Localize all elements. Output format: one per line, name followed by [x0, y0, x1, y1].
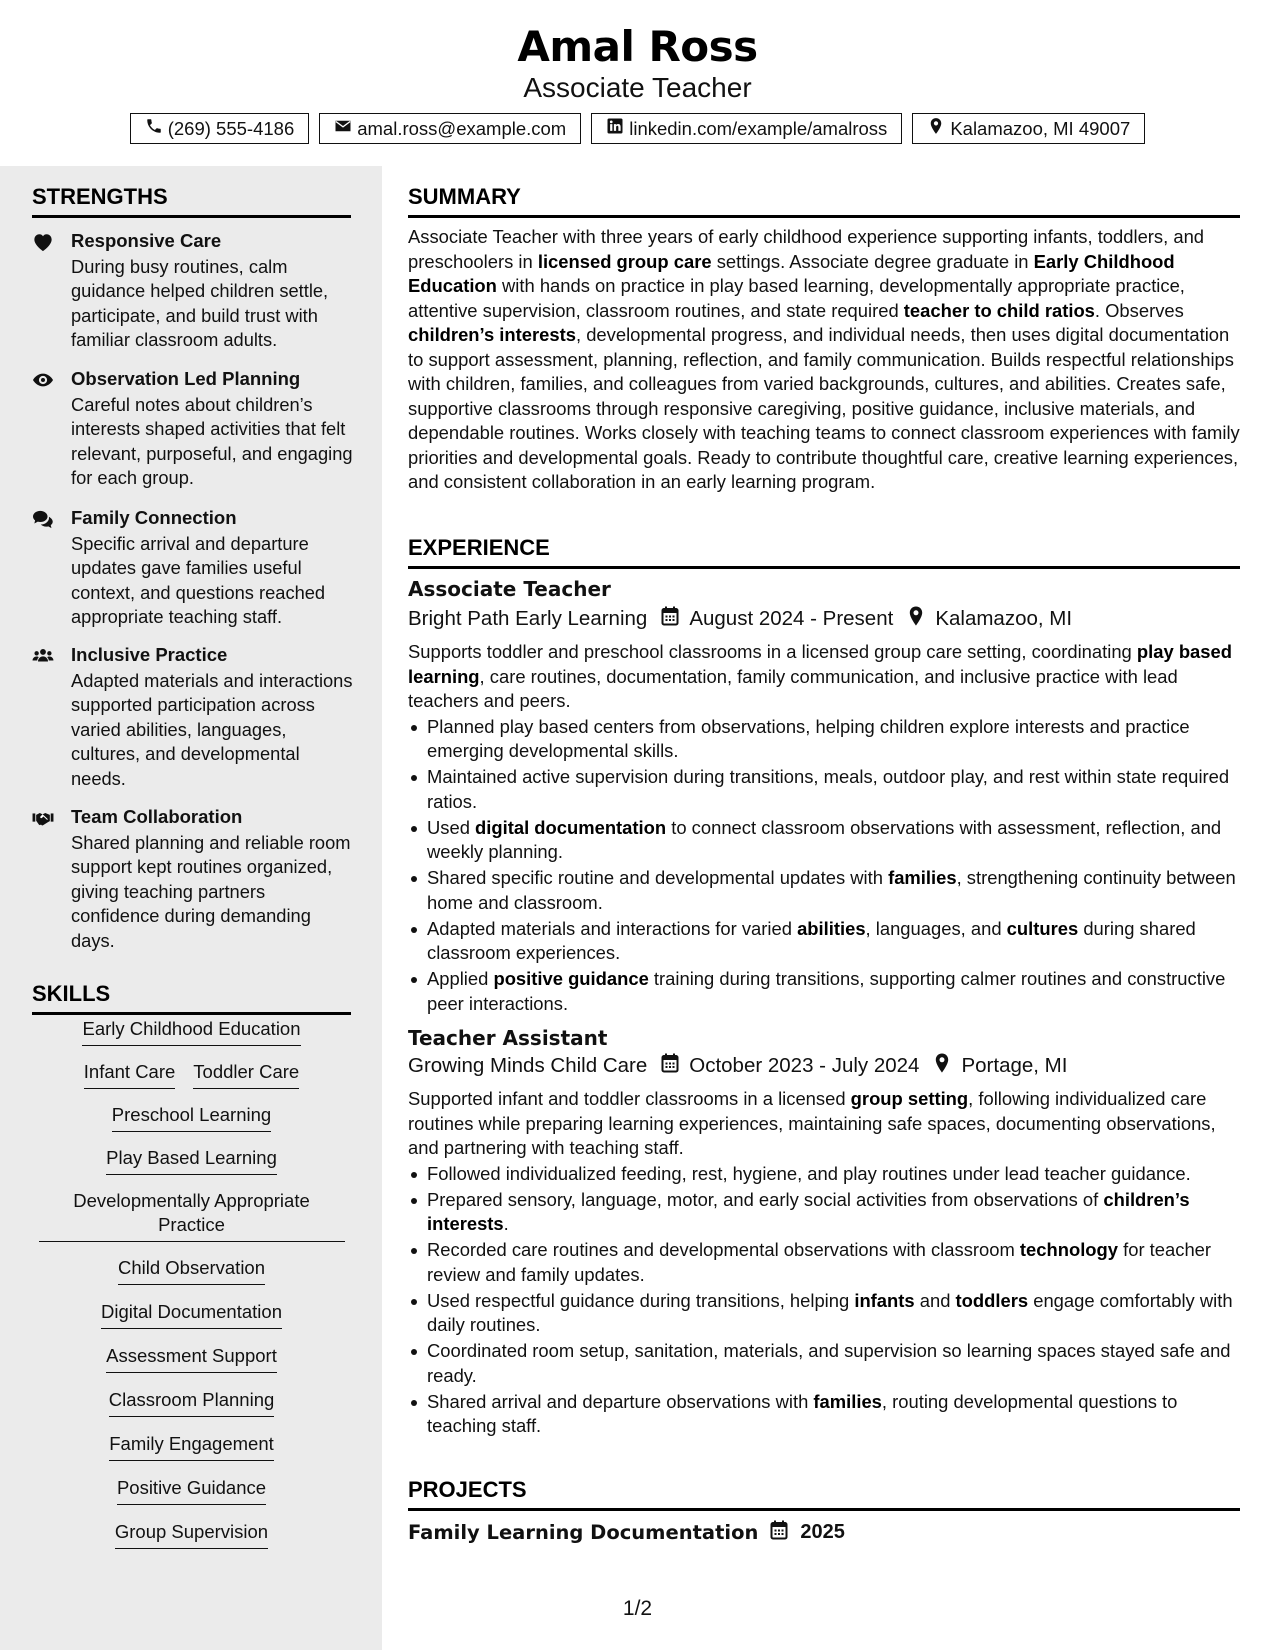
strength-title: Observation Led Planning [71, 368, 301, 389]
skill-tag: Play Based Learning [106, 1146, 277, 1175]
projects-heading: PROJECTS [408, 1477, 1240, 1511]
skills-list [32, 1017, 351, 1549]
map-pin-icon [907, 606, 925, 632]
users-icon [32, 646, 54, 666]
heart-icon [32, 232, 54, 252]
comments-icon [32, 509, 54, 529]
experience-heading: EXPERIENCE [408, 535, 1240, 569]
skill-tag: Preschool Learning [112, 1103, 271, 1132]
strength-description: During busy routines, calm guidance helped children settle, participate, and build trust with familiar classroom adults. [71, 256, 329, 351]
contact-linkedin[interactable] [591, 113, 902, 144]
job-title: Teacher Assistant [408, 1026, 608, 1050]
contact-linkedin-text: linkedin.com/example/amalross [629, 117, 888, 139]
job-meta [408, 606, 1240, 632]
skill-tag: Child Observation [118, 1256, 265, 1285]
job-bullets [408, 715, 1240, 1017]
job-entry [408, 1026, 1240, 1439]
summary-heading: SUMMARY [408, 184, 1240, 218]
bullet-item: Maintained active supervision during transitions, meals, outdoor play, and rest within state required ratios. [408, 765, 1240, 814]
phone-icon [145, 117, 163, 140]
skill-tag: Group Supervision [115, 1520, 268, 1549]
strength-description: Specific arrival and departure updates gave families useful context, and questions reached appropriate teaching staff. [71, 533, 326, 628]
contact-location-text: Kalamazoo, MI 49007 [950, 117, 1131, 139]
strength-title: Team Collaboration [71, 806, 243, 827]
skills-section [32, 981, 351, 1015]
bullet-item: Used respectful guidance during transitions, helping infants and toddlers engage comfortably with daily routines. [408, 1289, 1240, 1338]
contact-phone[interactable] [130, 113, 310, 144]
job-intro: Supports toddler and preschool classrooms in a licensed group care setting, coordinating play based learning, care routines, documentation, family communication, and inclusive practice with lead teachers and peers. [408, 641, 1232, 711]
envelope-icon [334, 117, 352, 140]
strengths-section [32, 184, 351, 218]
contact-bar [0, 113, 1275, 144]
map-pin-icon [933, 1053, 951, 1079]
experience-section [408, 535, 1240, 1440]
skill-tag: Digital Documentation [101, 1300, 282, 1329]
contact-email-text: amal.ross@example.com [357, 117, 567, 139]
strength-description: Careful notes about children’s interests shaped activities that felt relevant, purposeful, and engaging for each group. [71, 394, 353, 489]
job-intro: Supported infant and toddler classrooms in a licensed group setting, following individualized care routines while preparing learning experiences, maintaining safe spaces, documenting observations, and partnering with teaching staff. [408, 1088, 1216, 1158]
bullet-item: Planned play based centers from observations, helping children explore interests and practice emerging developmental skills. [408, 715, 1240, 764]
bullet-item: Applied positive guidance training during transitions, supporting calmer routines and constructive peer interactions. [408, 967, 1240, 1016]
projects-section [408, 1477, 1240, 1545]
job-employer: Bright Path Early Learning [408, 607, 648, 630]
bullet-item: Prepared sensory, language, motor, and early social activities from observations of children’s interests. [408, 1188, 1240, 1237]
skills-heading: SKILLS [32, 981, 351, 1015]
linkedin-icon [606, 117, 624, 140]
bullet-item: Coordinated room setup, sanitation, materials, and supervision so learning spaces stayed safe and ready. [408, 1339, 1240, 1388]
skill-tag: Classroom Planning [109, 1388, 275, 1417]
candidate-name: Amal Ross [517, 22, 758, 71]
bullet-item: Recorded care routines and developmental observations with classroom technology for teacher review and family updates. [408, 1238, 1240, 1287]
project-entry [408, 1520, 1240, 1545]
contact-phone-text: (269) 555-4186 [167, 117, 295, 139]
contact-location[interactable] [912, 113, 1145, 144]
job-location: Kalamazoo, MI [935, 607, 1073, 630]
job-dates: August 2024 - Present [689, 607, 894, 630]
strength-title: Responsive Care [71, 230, 222, 251]
bullet-item: Shared arrival and departure observations with families, routing developmental questions to teaching staff. [408, 1390, 1240, 1439]
eye-icon [32, 370, 54, 390]
job-employer: Growing Minds Child Care [408, 1054, 648, 1077]
strength-title: Family Connection [71, 507, 237, 528]
skill-tag: Early Childhood Education [82, 1017, 300, 1046]
summary-text: Associate Teacher with three years of early childhood experience supporting infants, toddlers, and preschoolers in licensed group care settings. Associate degree graduate in Early Childhood Education with hands on practice in play based learning, developmentally appropriate practice, attentive supervision, classroom routines, and state required teacher to child ratios. Observes children’s interests, developmental progress, and individual needs, then uses digital documentation to support assessment, planning, reflection, and family communication. Builds respectful relationships with children, families, and colleagues from varied backgrounds, cultures, and abilities. Creates safe, supportive classrooms through responsive caregiving, positive guidance, inclusive materials, and dependable routines. Works closely with teaching teams to connect classroom experiences with family priorities and developmental goals. Ready to contribute thoughtful care, creative learning experiences, and consistent collaboration in an early learning program. [408, 226, 1240, 492]
skill-tag: Toddler Care [193, 1060, 299, 1089]
project-year: 2025 [800, 1521, 845, 1543]
bullet-item: Adapted materials and interactions for varied abilities, languages, and cultures during shared classroom experiences. [408, 917, 1240, 966]
job-meta [408, 1053, 1240, 1079]
bullet-item: Shared specific routine and developmental updates with families, strengthening continuity between home and classroom. [408, 866, 1240, 915]
candidate-title: Associate Teacher [523, 72, 752, 103]
bullet-item: Followed individualized feeding, rest, hygiene, and play routines under lead teacher guidance. [408, 1162, 1240, 1187]
map-pin-icon [927, 117, 945, 140]
skill-tag: Developmentally Appropriate Practice [39, 1189, 345, 1242]
job-location: Portage, MI [961, 1054, 1068, 1077]
job-entry [408, 577, 1240, 1016]
calendar-icon [661, 1053, 679, 1079]
skill-tag: Assessment Support [106, 1344, 277, 1373]
contact-email[interactable] [319, 113, 581, 144]
bullet-item: Used digital documentation to connect classroom observations with assessment, reflection, and weekly planning. [408, 816, 1240, 865]
skill-tag: Infant Care [84, 1060, 176, 1089]
resume-header [0, 0, 1275, 166]
page-number: 1/2 [622, 1597, 653, 1620]
job-dates: October 2023 - July 2024 [689, 1054, 920, 1077]
strengths-heading: STRENGTHS [32, 184, 351, 218]
skill-tag: Family Engagement [109, 1432, 274, 1461]
job-title: Associate Teacher [408, 577, 611, 601]
strength-title: Inclusive Practice [71, 644, 228, 665]
calendar-icon [661, 606, 679, 632]
strength-description: Shared planning and reliable room support kept routines organized, giving teaching partners confidence during demanding days. [71, 832, 351, 951]
project-title: Family Learning Documentation [408, 1521, 759, 1544]
summary-section [408, 184, 1240, 495]
job-bullets [408, 1162, 1240, 1439]
skill-tag: Positive Guidance [117, 1476, 266, 1505]
calendar-icon [770, 1520, 788, 1545]
strength-description: Adapted materials and interactions supported participation across varied abilities, languages, cultures, and developmental needs. [71, 670, 353, 789]
handshake-icon [32, 808, 54, 828]
